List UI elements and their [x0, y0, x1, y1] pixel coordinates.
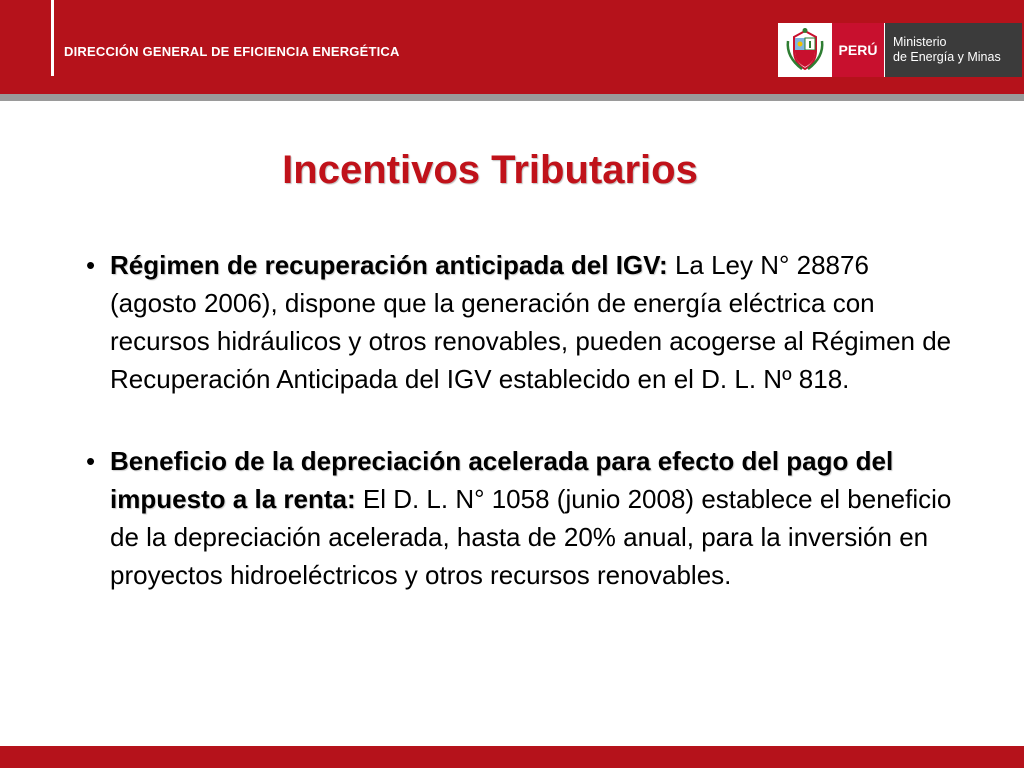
bullet-icon: •: [86, 446, 96, 476]
logo-ministry-line1: Ministerio: [893, 35, 947, 49]
bullet-icon: •: [86, 250, 96, 280]
header-divider: [51, 0, 54, 76]
bullet-list: [86, 246, 956, 638]
header-title: DIRECCIÓN GENERAL DE EFICIENCIA ENERGÉTICA: [64, 44, 400, 59]
bullet-text: El D. L. N° 1058 (junio 2008) establece el beneficio de la depreciación acelerada, hasta de 20% anual, para la inversión en proyectos hidroeléctricos y otros recursos renovables.: [110, 484, 952, 590]
bullet-item: [86, 246, 956, 398]
header-grey-band: [0, 94, 1024, 101]
bullet-lead: Régimen de recuperación anticipada del IGV:: [110, 250, 668, 280]
ministry-logo: [778, 23, 1022, 77]
logo-ministry-line2: de Energía y Minas: [893, 50, 1001, 64]
bullet-text: La Ley N° 28876 (agosto 2006), dispone que la generación de energía eléctrica con recursos hidráulicos y otros renovables, pueden acogerse al Régimen de Recuperación Anticipada del IGV establecido en el D. L. Nº 818.: [110, 250, 952, 394]
footer-band: [0, 746, 1024, 768]
bullet-lead: Beneficio de la depreciación acelerada para efecto del pago del impuesto a la renta:: [110, 446, 894, 514]
bullet-item: [86, 442, 956, 594]
logo-country-label: PERÚ: [832, 23, 884, 77]
peru-coat-of-arms-icon: [778, 23, 832, 77]
header-bar: [0, 0, 1024, 94]
slide-title: Incentivos Tributarios: [282, 148, 698, 192]
logo-ministry-label: [884, 23, 1022, 77]
